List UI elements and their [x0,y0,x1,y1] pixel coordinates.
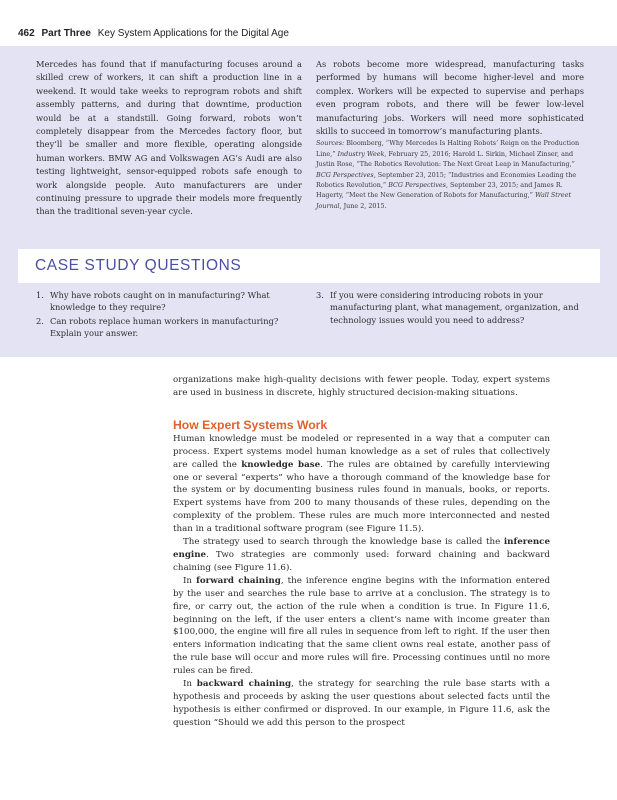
question-number: 1. [36,290,44,300]
text-run: In [183,679,197,690]
key-term-knowledge-base: knowledge base [241,459,321,470]
page-number: 462 [18,28,35,39]
paragraph-backward-chaining [173,678,550,730]
key-term-forward-chaining: forward chaining [196,575,281,586]
main-text [173,374,550,730]
source-text: Bloomberg, “Why Mercedes Is Halting Robots’ Reign on the Production Line,” [316,139,580,158]
case-right-column [316,58,584,211]
part-title: Key System Applications for the Digital Age [97,28,289,39]
source-text: February 25, 2016; Harold L. Sirkin, Michael Zinser, and Justin Rose, “The Robotics Revolution: The Next Great Leap in Manufacturing,” [316,149,575,169]
source-publication: BCG Perspectives, [388,181,448,190]
question-item [36,289,300,314]
source-text: September 23, 2015; and James R. Hagerty, “Meet the New Generation of Robots for Manufacturing,” [316,181,563,200]
section-heading: How Expert Systems Work [173,417,328,432]
paragraph-forward-chaining [173,575,550,678]
source-publication: Wall Street Journal, [316,191,572,210]
text-run: Human knowledge must be modeled or represented in a way that a computer can process. Expert systems model human knowledge as a set of rules that collectively are called the [173,433,550,470]
key-term-inference-engine: inference engine [173,537,550,560]
case-study-title-band [18,249,600,283]
text-run: , the inference engine begins with the information entered by the user and searches the rule base to arrive at a conclusion. The strategy is to fire, or carry out, the action of the rule when a condition is true. In Figure 11.6, beginning on the left, if the user enters a client’s name with income greater than $100,000, the engine will fire all rules in sequence from left to right. If the user then enters information indicating that the same client owns real estate, another pass of the rule base will occur and more rules will fire. Processing continues until no more rules can be fired. [173,575,551,677]
text-run: . Two strategies are commonly used: forward chaining and backward chaining (see Figure 11.6). [173,549,550,573]
case-study-box [0,46,617,357]
source-publication: Industry Week, [337,149,387,158]
question-number: 2. [36,315,44,326]
running-header [18,28,289,39]
intro-paragraph: organizations make high-quality decisions with fewer people. Today, expert systems are used in business in discrete, highly structured decision-making situations. [173,375,550,398]
sources-label: Sources: [316,139,345,148]
question-text: If you were considering introducing robots in your manufacturing plant, what management, organization, and technology issues would you need to address? [330,290,579,325]
questions-right-column [316,289,584,327]
case-sources [316,138,584,211]
text-run: . The rules are obtained by carefully interviewing one or several “experts” who have a thorough command of the knowledge base for the system or by documenting business rules found in manuals, books, or reports. Expert systems have from 200 to many thousands of these rules, depending on the complexity of the problem. These rules are much more interconnected and nested than in a traditional software program (see Figure 11.5). [173,459,550,535]
case-left-paragraph: Mercedes has found that if manufacturing focuses around a skilled crew of workers, it can shift a production line in a weekend. It would take weeks to reprogram robots and shift assembly patterns, and during that downtime, production would be at a standstill. Going forward, robots won’t completely disappear from the Mercedes factory floor, but they’ll be smaller and more flexible, operating alongside human workers. BMW AG and Volkswagen AG’s Audi are also testing lightweight, sensor-equipped robots safe enough to work alongside people. Auto manufacturers are under continuing pressure to upgrade their models more frequently than the traditional seven-year cycle. [36,59,302,217]
text-run: , the strategy for searching the rule base starts with a hypothesis and proceeds by asking the user questions about selected facts until the hypothesis is either confirmed or disproved. In our example, in Figure 11.6, ask the question “Should we add this person to the prospect [173,679,550,728]
question-item [316,289,584,326]
source-text: June 2, 2015. [341,201,387,210]
questions-left-column [36,289,300,341]
paragraph-knowledge-base [173,433,550,536]
paragraph-inference-engine [173,536,550,575]
case-right-paragraph: As robots become more widespread, manufacturing tasks performed by humans will become higher-level and more complex. Workers will be expected to supervise and perhaps even program robots, and there will be fewer low-level manufacturing jobs. Workers will need more sophisticated skills to succeed in tomorrow’s manufacturing plants. [316,59,584,137]
text-run: The strategy used to search through the knowledge base is called the [183,537,504,548]
key-term-backward-chaining: backward chaining [196,679,292,690]
question-number: 3. [316,290,324,300]
text-run: In [183,575,197,586]
question-text: Can robots replace human workers in manufacturing? Explain your answer. [50,315,279,339]
question-item [36,315,300,340]
question-text: Why have robots caught on in manufacturing? What knowledge to they require? [50,290,270,313]
case-left-column [36,58,302,219]
part-label: Part Three [41,28,91,39]
source-text: September 23, 2015; “Industries and Economies Leading the Robotics Revolution,” [316,170,577,190]
source-publication: BCG Perspectives, [316,170,376,179]
case-study-title: CASE STUDY QUESTIONS [35,257,242,274]
